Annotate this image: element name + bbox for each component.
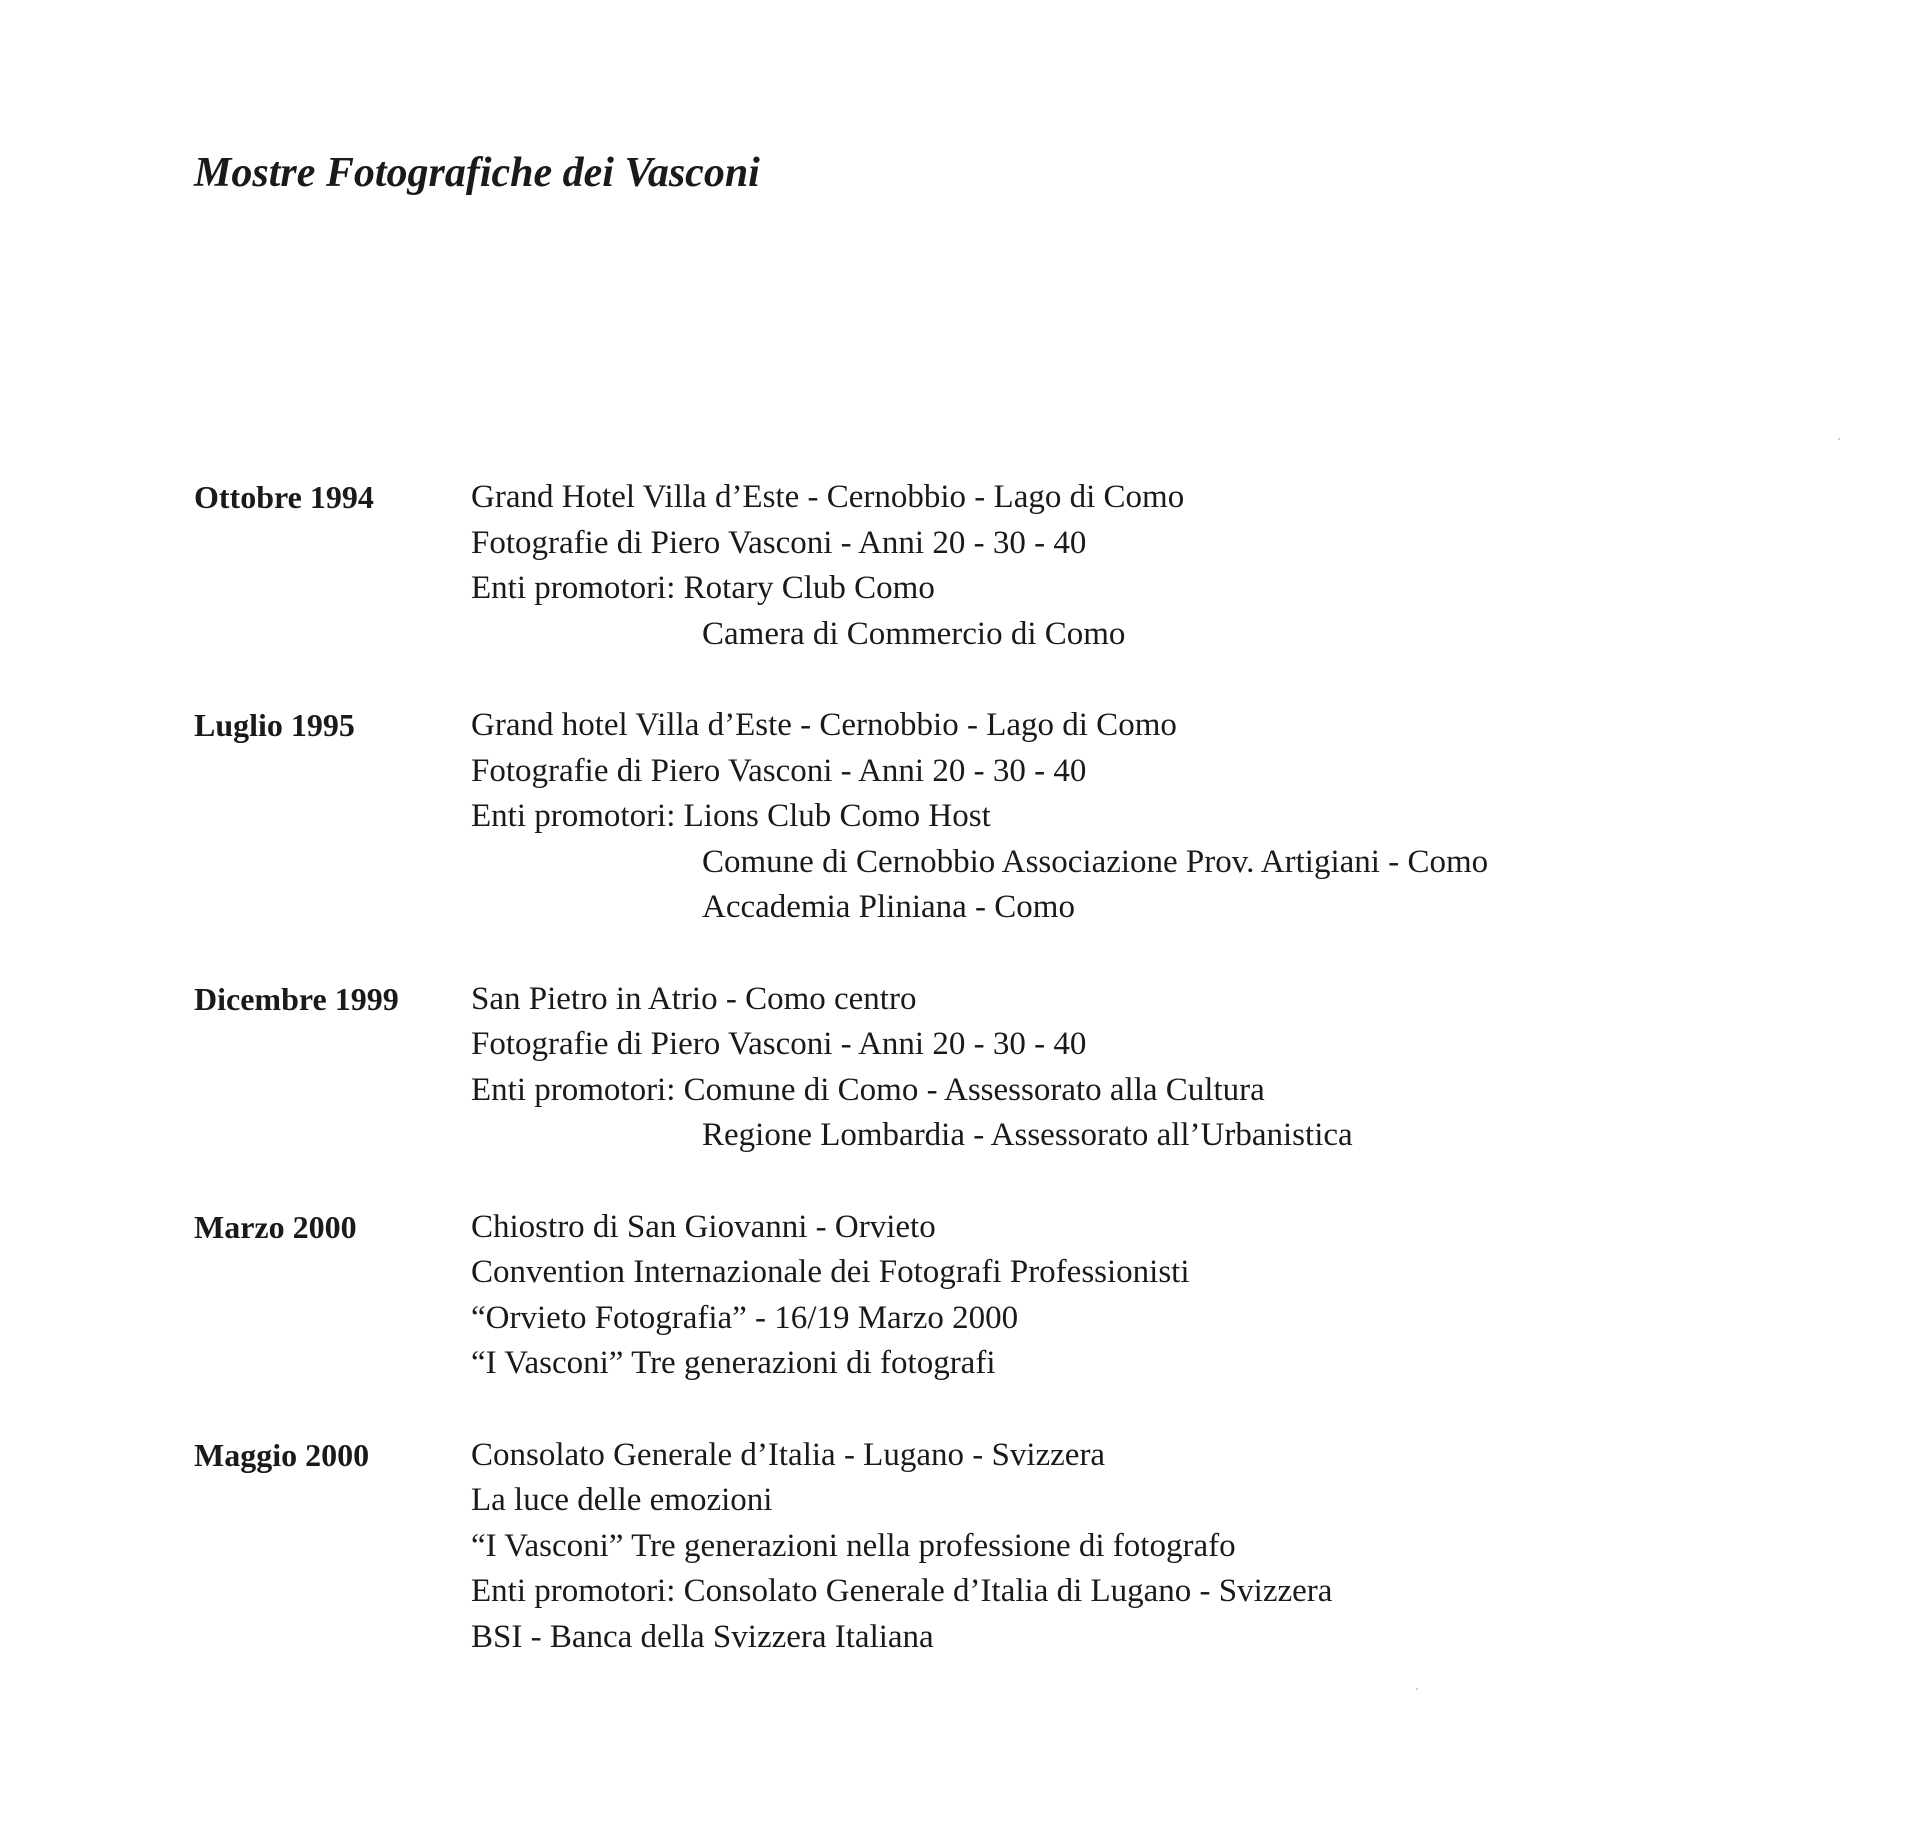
exhibition-detail-line: Grand hotel Villa d’Este - Cernobbio - Lago di Como xyxy=(471,707,1177,743)
exhibition-date: Ottobre 1994 xyxy=(194,479,374,515)
exhibition-detail-line: La luce delle emozioni xyxy=(471,1482,773,1518)
scan-speck xyxy=(1838,438,1840,440)
exhibition-detail-line: “I Vasconi” Tre generazioni nella professione di fotografo xyxy=(471,1527,1236,1564)
page-title: Mostre Fotografiche dei Vasconi xyxy=(194,150,760,196)
exhibition-detail-line: Accademia Pliniana - Como xyxy=(702,889,1075,925)
exhibition-details xyxy=(471,1433,1874,1661)
scan-speck xyxy=(1416,1688,1418,1690)
exhibition-detail-line: Fotografie di Piero Vasconi - Anni 20 - 30 - 40 xyxy=(471,752,1087,789)
exhibition-detail-line: Comune di Cernobbio Associazione Prov. Artigiani - Como xyxy=(702,843,1489,880)
exhibition-detail-line: Consolato Generale d’Italia - Lugano - Svizzera xyxy=(471,1436,1106,1473)
exhibition-detail-line: San Pietro in Atrio - Como centro xyxy=(471,980,917,1017)
exhibition-detail-line: Enti promotori: Comune di Como - Assessorato alla Cultura xyxy=(471,1071,1265,1108)
exhibition-entry xyxy=(194,703,1874,931)
exhibition-entry xyxy=(194,1205,1874,1387)
exhibition-detail-line: Enti promotori: Lions Club Como Host xyxy=(471,798,991,834)
exhibition-detail-line: “Orvieto Fotografia” - 16/19 Marzo 2000 xyxy=(471,1299,1019,1336)
exhibition-list xyxy=(194,475,1874,1706)
exhibition-date: Luglio 1995 xyxy=(194,707,355,743)
exhibition-date: Dicembre 1999 xyxy=(194,980,399,1017)
exhibition-detail-line: Camera di Commercio di Como xyxy=(702,615,1126,652)
exhibition-detail-line: Regione Lombardia - Assessorato all’Urbanistica xyxy=(702,1117,1353,1153)
exhibition-details xyxy=(471,475,1874,657)
exhibition-details xyxy=(471,703,1874,931)
exhibition-detail-line: Enti promotori: Consolato Generale d’Italia di Lugano - Svizzera xyxy=(471,1573,1333,1609)
exhibition-details xyxy=(471,1205,1874,1387)
exhibition-details xyxy=(471,977,1874,1159)
exhibition-date: Maggio 2000 xyxy=(194,1436,370,1473)
exhibition-detail-line: Convention Internazionale dei Fotografi Professionisti xyxy=(471,1254,1190,1290)
exhibition-detail-line: Fotografie di Piero Vasconi - Anni 20 - 30 - 40 xyxy=(471,1026,1087,1062)
exhibition-entry xyxy=(194,475,1874,657)
exhibition-detail-line: Grand Hotel Villa d’Este - Cernobbio - Lago di Como xyxy=(471,479,1185,515)
exhibition-detail-line: Chiostro di San Giovanni - Orvieto xyxy=(471,1208,936,1245)
exhibition-detail-line: “I Vasconi” Tre generazioni di fotografi xyxy=(471,1345,996,1381)
exhibition-date: Marzo 2000 xyxy=(194,1208,357,1245)
exhibition-detail-line: BSI - Banca della Svizzera Italiana xyxy=(471,1618,934,1655)
exhibition-entry xyxy=(194,977,1874,1159)
exhibition-detail-line: Enti promotori: Rotary Club Como xyxy=(471,570,935,606)
exhibition-detail-line: Fotografie di Piero Vasconi - Anni 20 - 30 - 40 xyxy=(471,524,1087,561)
exhibition-entry xyxy=(194,1433,1874,1661)
